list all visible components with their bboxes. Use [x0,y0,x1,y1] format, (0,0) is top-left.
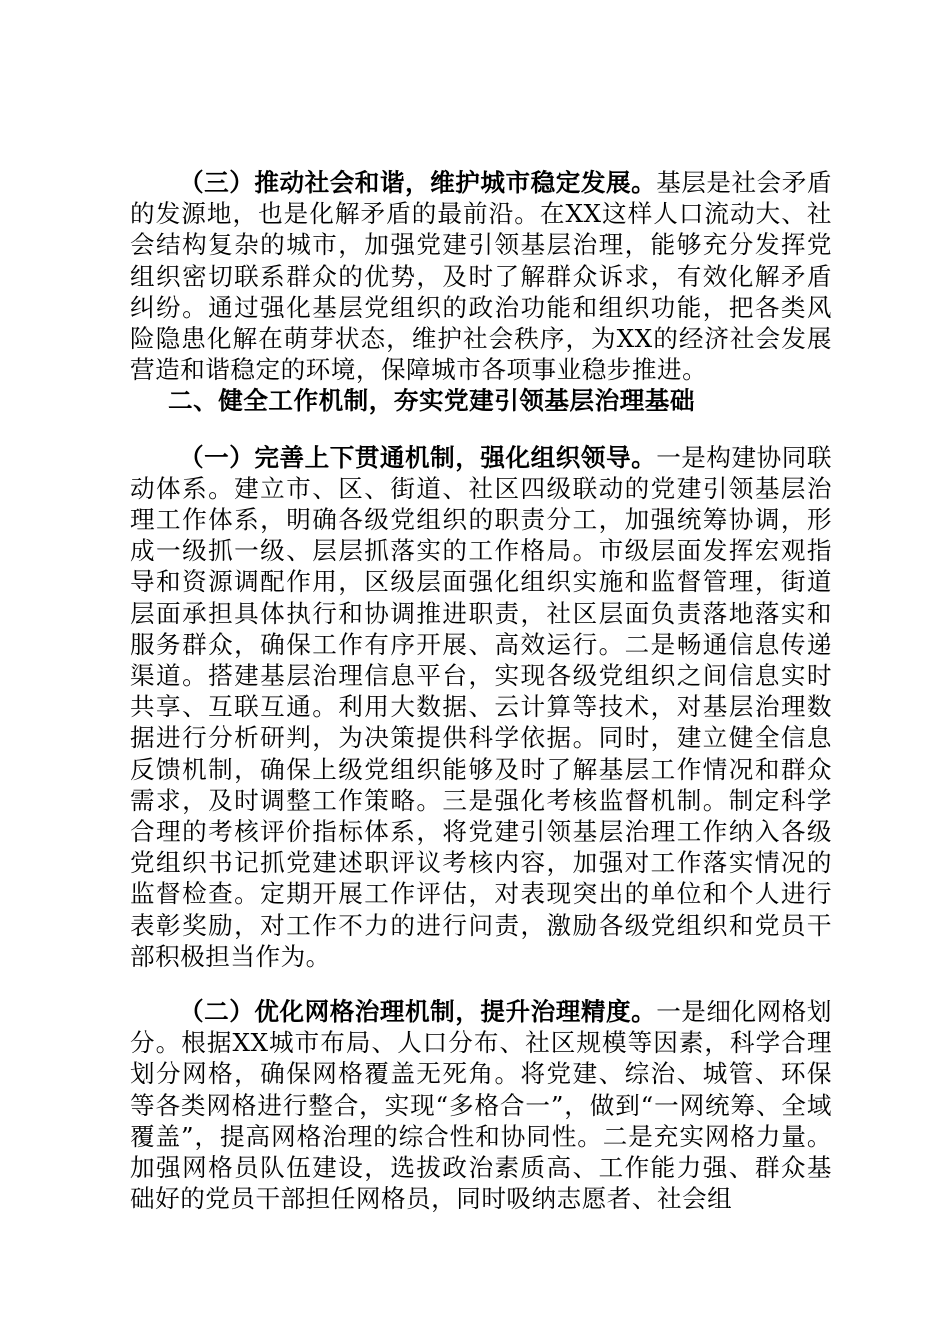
paragraph-body: 基层是社会矛盾的发源地，也是化解矛盾的最前沿。在XX这样人口流动大、社会结构复杂的城市，加强党建引领基层治理，能够充分发挥党组织密切联系群众的优势，及时了解群众诉求，有效化解矛盾纠纷。通过强化基层党组织的政治功能和组织功能，把各类风险隐患化解在萌芽状态，维护社会秩序，为XX的经济社会发展营造和谐稳定的环境，保障城市各项事业稳步推进。 [130,168,832,385]
paragraph-lead: （一）完善上下贯通机制，强化组织领导。 [179,442,657,472]
section-heading: 二、健全工作机制，夯实党建引领基层治理基础 [168,386,695,416]
paragraph-organization-leadership [130,442,832,972]
paragraph-lead: （三）推动社会和谐，维护城市稳定发展。 [179,168,657,197]
paragraph-grid-governance [130,996,832,1214]
paragraph-social-harmony [130,167,832,385]
paragraph-body: 一是细化网格划分。根据XX城市布局、人口分布、社区规模等因素，科学合理划分网格，确保网格覆盖无死角。将党建、综治、城管、环保等各类网格进行整合，实现“多格合一”，做到“一网统筹、全域覆盖”，提高网格治理的综合性和协同性。二是充实网格力量。加强网格员队伍建设，选拔政治素质高、工作能力强、群众基础好的党员干部担任网格员，同时吸纳志愿者、社会组 [130,997,832,1214]
paragraph-body: 一是构建协同联动体系。建立市、区、街道、社区四级联动的党建引领基层治理工作体系，明确各级党组织的职责分工，加强统筹协调，形成一级抓一级、层层抓落实的工作格局。市级层面发挥宏观指导和资源调配作用，区级层面强化组织实施和监督管理，街道层面承担具体执行和协调推进职责，社区层面负责落地落实和服务群众，确保工作有序开展、高效运行。二是畅通信息传递渠道。搭建基层治理信息平台，实现各级党组织之间信息实时共享、互联互通。利用大数据、云计算等技术，对基层治理数据进行分析研判，为决策提供科学依据。同时，建立健全信息反馈机制，确保上级党组织能够及时了解基层工作情况和群众需求，及时调整工作策略。三是强化考核监督机制。制定科学合理的考核评价指标体系，将党建引领基层治理工作纳入各级党组织书记抓党建述职评议考核内容，加强对工作落实情况的监督检查。定期开展工作评估，对表现突出的单位和个人进行表彰奖励，对工作不力的进行问责，激励各级党组织和党员干部积极担当作为。 [130,442,832,971]
paragraph-lead: （二）优化网格治理机制，提升治理精度。 [179,997,657,1027]
document-page [130,167,832,1215]
